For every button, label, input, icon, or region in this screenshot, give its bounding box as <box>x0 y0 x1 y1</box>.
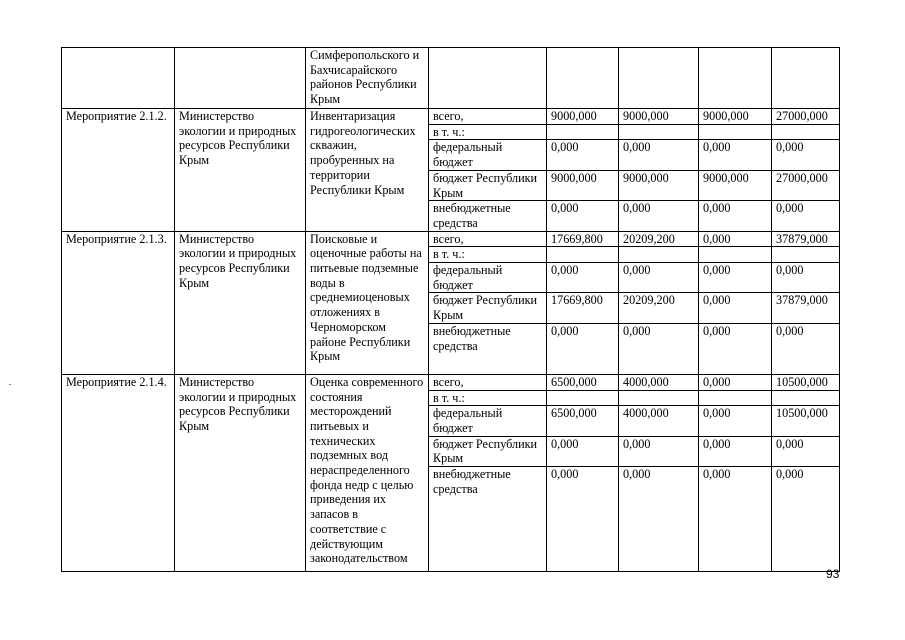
amount-cell: 0,000 <box>619 323 699 374</box>
amount-cell: 0,000 <box>619 436 699 466</box>
amount-cell: 10500,000 <box>772 374 840 390</box>
funding-source-cell: всего, <box>429 231 547 247</box>
table-row <box>62 374 840 390</box>
activity-cell: Симферопольского и Бахчисарайского районов Республики Крым <box>306 48 429 109</box>
amount-cell: 20209,200 <box>619 231 699 247</box>
amount-cell <box>699 247 772 263</box>
amount-cell <box>547 390 619 406</box>
funding-source-cell: федеральный бюджет <box>429 406 547 436</box>
table-row <box>62 231 840 247</box>
amount-cell: 6500,000 <box>547 374 619 390</box>
amount-cell: 9000,000 <box>619 109 699 125</box>
amount-cell: 9000,000 <box>547 170 619 200</box>
measure-activity-cell: Поисковые и оценочные работы на питьевые подземные воды в среднемиоценовых отложениях в Черноморском районе Республики Крым <box>306 231 429 374</box>
measure-executor-cell: Министерство экологии и природных ресурсов Республики Крым <box>175 231 306 374</box>
amount-cell <box>619 124 699 140</box>
amount-cell: 17669,800 <box>547 293 619 323</box>
amount-cell: 17669,800 <box>547 231 619 247</box>
amount-cell <box>547 124 619 140</box>
empty-cell <box>772 48 840 109</box>
amount-cell <box>619 247 699 263</box>
amount-cell <box>619 390 699 406</box>
amount-cell: 0,000 <box>547 467 619 572</box>
measure-code-cell: Мероприятие 2.1.2. <box>62 109 175 232</box>
amount-cell <box>772 390 840 406</box>
amount-cell: 37879,000 <box>772 231 840 247</box>
measure-executor-cell: Министерство экологии и природных ресурсов Республики Крым <box>175 109 306 232</box>
measure-executor-cell: Министерство экологии и природных ресурсов Республики Крым <box>175 374 306 571</box>
amount-cell: 4000,000 <box>619 406 699 436</box>
amount-cell: 9000,000 <box>699 170 772 200</box>
amount-cell: 0,000 <box>547 140 619 170</box>
amount-cell: 0,000 <box>619 263 699 293</box>
amount-cell <box>772 124 840 140</box>
amount-cell: 4000,000 <box>619 374 699 390</box>
funding-source-cell: всего, <box>429 374 547 390</box>
table-row <box>62 109 840 125</box>
amount-cell: 0,000 <box>547 263 619 293</box>
table-row <box>62 48 840 109</box>
scan-mark <box>9 384 11 385</box>
amount-cell: 0,000 <box>619 201 699 231</box>
amount-cell: 0,000 <box>619 140 699 170</box>
amount-cell <box>772 247 840 263</box>
empty-cell <box>62 48 175 109</box>
funding-source-cell: в т. ч.: <box>429 124 547 140</box>
amount-cell: 0,000 <box>699 374 772 390</box>
amount-cell: 0,000 <box>547 201 619 231</box>
amount-cell: 0,000 <box>699 263 772 293</box>
amount-cell <box>699 390 772 406</box>
amount-cell: 0,000 <box>772 140 840 170</box>
amount-cell: 27000,000 <box>772 170 840 200</box>
amount-cell: 0,000 <box>547 436 619 466</box>
funding-source-cell: внебюджетные средства <box>429 467 547 572</box>
amount-cell: 9000,000 <box>619 170 699 200</box>
amount-cell: 27000,000 <box>772 109 840 125</box>
measure-code-cell: Мероприятие 2.1.3. <box>62 231 175 374</box>
empty-cell <box>175 48 306 109</box>
amount-cell: 0,000 <box>699 140 772 170</box>
funding-source-cell: всего, <box>429 109 547 125</box>
funding-source-cell: в т. ч.: <box>429 390 547 406</box>
page-number: 93 <box>826 567 840 581</box>
funding-source-cell: бюджет Республики Крым <box>429 436 547 466</box>
empty-cell <box>619 48 699 109</box>
empty-cell <box>429 48 547 109</box>
amount-cell: 9000,000 <box>699 109 772 125</box>
empty-cell <box>547 48 619 109</box>
amount-cell: 10500,000 <box>772 406 840 436</box>
amount-cell: 0,000 <box>619 467 699 572</box>
funding-source-cell: федеральный бюджет <box>429 140 547 170</box>
funding-source-cell: в т. ч.: <box>429 247 547 263</box>
funding-source-cell: федеральный бюджет <box>429 263 547 293</box>
amount-cell: 0,000 <box>547 323 619 374</box>
funding-source-cell: внебюджетные средства <box>429 323 547 374</box>
funding-source-cell: внебюджетные средства <box>429 201 547 231</box>
amount-cell: 20209,200 <box>619 293 699 323</box>
funding-source-cell: бюджет Республики Крым <box>429 293 547 323</box>
measure-code-cell: Мероприятие 2.1.4. <box>62 374 175 571</box>
funding-table <box>61 47 840 572</box>
measure-activity-cell: Оценка современного состояния месторождений питьевых и технических подземных вод нераспределенного фонда недр с целью приведения их запасов в соответствие с действующим законодательством <box>306 374 429 571</box>
amount-cell: 0,000 <box>699 436 772 466</box>
amount-cell <box>547 247 619 263</box>
amount-cell: 0,000 <box>699 467 772 572</box>
amount-cell: 0,000 <box>699 323 772 374</box>
funding-source-cell: бюджет Республики Крым <box>429 170 547 200</box>
amount-cell: 0,000 <box>772 263 840 293</box>
amount-cell: 9000,000 <box>547 109 619 125</box>
amount-cell: 0,000 <box>699 231 772 247</box>
amount-cell: 0,000 <box>772 323 840 374</box>
amount-cell <box>699 124 772 140</box>
measure-activity-cell: Инвентаризация гидрогеологических скважин, пробуренных на территории Республики Крым <box>306 109 429 232</box>
amount-cell: 0,000 <box>772 467 840 572</box>
amount-cell: 0,000 <box>699 293 772 323</box>
amount-cell: 0,000 <box>772 436 840 466</box>
empty-cell <box>699 48 772 109</box>
amount-cell: 0,000 <box>699 201 772 231</box>
amount-cell: 0,000 <box>699 406 772 436</box>
amount-cell: 37879,000 <box>772 293 840 323</box>
amount-cell: 6500,000 <box>547 406 619 436</box>
amount-cell: 0,000 <box>772 201 840 231</box>
